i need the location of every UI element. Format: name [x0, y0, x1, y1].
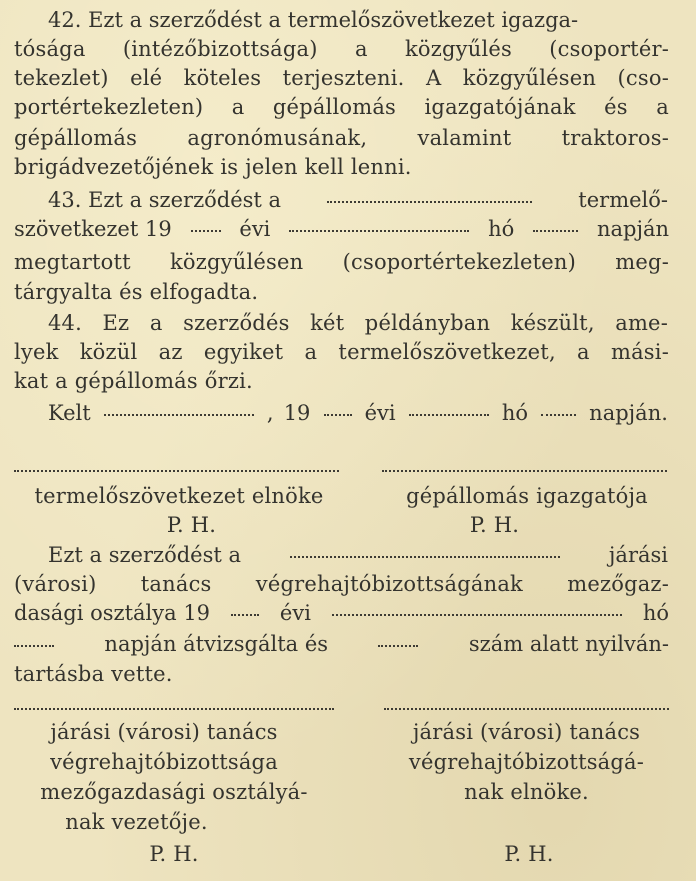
s44-line-2: lyek közül az egyiket a termelőszövetkezet, a mási- [14, 340, 669, 364]
sign2-left-line-3: mezőgazdasági osztályá- [40, 780, 308, 804]
reg-line-1-end: járási [608, 543, 668, 567]
s43-line-1-end: termelő- [578, 188, 668, 212]
reg-napjan: napján átvizsgálta és [104, 632, 329, 656]
s43-line-1-text: 43. Ezt a szerződést a [48, 188, 282, 212]
kelt-napjan: napján. [589, 401, 668, 425]
signature-line-right-2 [384, 708, 669, 710]
s43-napjan: napján [596, 217, 669, 241]
sign2-right-line-1: járási (városi) tanács [412, 720, 641, 744]
kelt-year: 19 [283, 401, 311, 425]
signature-line-left [14, 470, 339, 472]
blank-day [541, 414, 576, 416]
kelt-label: Kelt [48, 401, 91, 425]
s44-line-3: kat a gépállomás őrzi. [14, 369, 253, 393]
s43-line-1 [48, 188, 668, 212]
reg-line-3-text: dasági osztálya 19 [14, 601, 211, 625]
reg-line-4 [14, 632, 669, 656]
kelt-ho: hó [501, 401, 528, 425]
reg-line-1-text: Ezt a szerződést a [48, 543, 241, 567]
kelt-line [48, 401, 668, 425]
reg-line-1 [48, 543, 668, 567]
s43-evi: évi [239, 217, 271, 241]
s42-line-2: tósága (intézőbizottsága) a közgyűlés (csoportér- [14, 37, 669, 61]
blank-year [191, 230, 221, 232]
s42-line-3: tekezlet) elé köteles terjeszteni. A közgyűlésen (cso- [14, 66, 669, 90]
stamp-left: P. H. [166, 513, 217, 537]
s43-line-4: tárgyalta és elfogadta. [14, 280, 259, 304]
reg-szam: szám alatt nyilván- [468, 632, 669, 656]
kelt-comma: , [266, 401, 274, 425]
s42-line-4: portértekezleten) a gépállomás igazgatójának és a [14, 95, 669, 119]
sign2-left-line-4: nak vezetője. [65, 810, 208, 834]
s42-line-1: 42. Ezt a szerződést a termelőszövetkezet igazga- [48, 8, 579, 32]
s42-line-5: gépállomás agronómusának, valamint traktoros- [14, 126, 669, 150]
blank-year [231, 614, 259, 616]
blank-day [14, 645, 54, 647]
signature-line-right [382, 470, 667, 472]
blank-dotted-line [327, 201, 532, 203]
reg-line-2: (városi) tanács végrehajtóbizottságának mezőgaz- [14, 572, 669, 596]
blank-month [332, 614, 622, 616]
blank-month [289, 230, 469, 232]
blank-year [324, 414, 352, 416]
s43-line-3: megtartott közgyűlésen (csoportértekezleten) meg- [14, 250, 669, 274]
reg-evi: évi [279, 601, 311, 625]
blank-district [290, 556, 560, 558]
blank-month [409, 414, 489, 416]
s43-szov: szövetkezet 19 [14, 217, 172, 241]
sign-left-title: termelőszövetkezet elnöke [34, 484, 324, 508]
kelt-evi: évi [364, 401, 396, 425]
reg-ho: hó [642, 601, 669, 625]
sign-right-title: gépállomás igazgatója [406, 484, 648, 508]
s44-line-1: 44. Ez a szerződés két példányban készült, ame- [48, 311, 668, 335]
sign2-left-line-1: járási (városi) tanács [50, 720, 278, 744]
sign2-right-line-2: végrehajtóbizottságá- [408, 750, 645, 774]
sign2-left-line-2: végrehajtóbizottsága [50, 750, 278, 774]
signature-line-left-2 [14, 708, 334, 710]
sign2-right-line-3: nak elnöke. [464, 780, 589, 804]
blank-place [104, 414, 254, 416]
s43-line-2 [14, 217, 669, 241]
reg-line-5: tartásba vette. [14, 662, 173, 686]
stamp-right: P. H. [469, 513, 520, 537]
blank-number [378, 645, 418, 647]
s43-ho: hó [488, 217, 515, 241]
stamp-right-2: P. H. [504, 842, 554, 866]
blank-day [533, 230, 578, 232]
stamp-left-2: P. H. [149, 842, 199, 866]
reg-line-3 [14, 601, 669, 625]
s42-line-6: brigádvezetőjének is jelen kell lenni. [14, 155, 412, 179]
